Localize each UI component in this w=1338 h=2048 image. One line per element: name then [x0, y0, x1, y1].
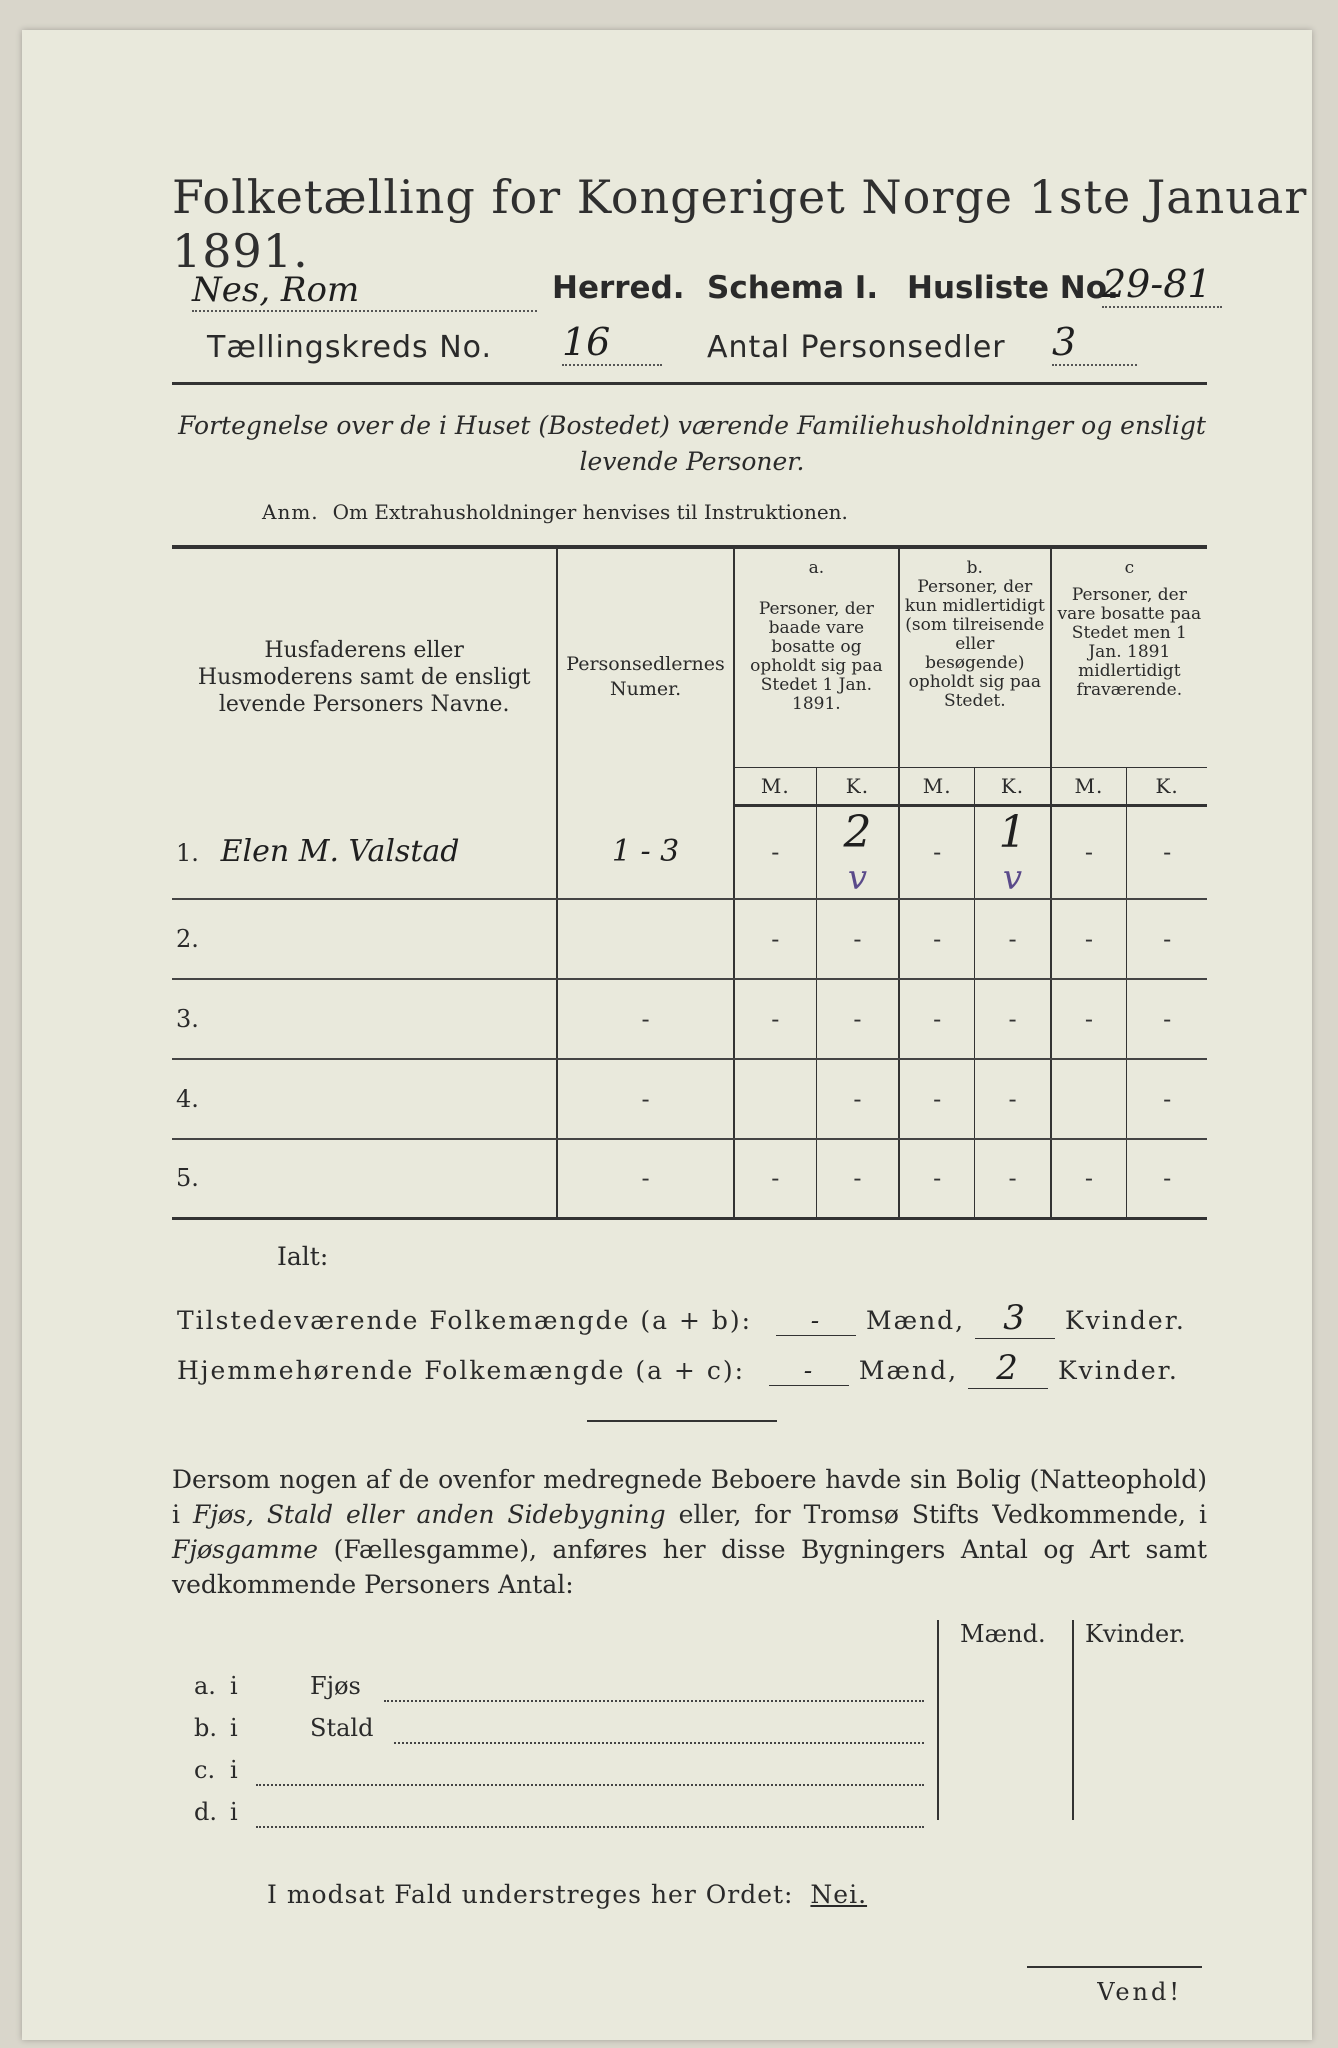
- table-row: [172, 899, 1207, 979]
- para-text-1: Dersom nogen af de ovenfor medregnede Beboere havde sin Bolig (Natteophold) i: [172, 1465, 1207, 1529]
- para-text-2: eller, for Tromsø Stifts Vedkommende, i: [665, 1500, 1207, 1529]
- household-table: [172, 545, 1207, 1220]
- anm-text: Om Extrahusholdninger henvises til Instruktionen.: [332, 500, 848, 524]
- bygning-i: i: [230, 1798, 238, 1826]
- c-k-cell: -: [1127, 899, 1207, 979]
- herred-value: Nes, Rom: [192, 270, 537, 312]
- col-a-letter: a.: [808, 558, 825, 578]
- col-header-a: [734, 547, 899, 767]
- bygning-letter: d.: [194, 1798, 217, 1826]
- fill-line: [256, 1826, 924, 1828]
- antal-label: Antal Personsedler: [707, 330, 1006, 365]
- bygning-name: Fjøs: [310, 1672, 361, 1700]
- bygning-name: Stald: [310, 1714, 374, 1742]
- kreds-value: 16: [562, 320, 662, 366]
- numer-cell: [557, 899, 733, 979]
- a-k-cell: -: [816, 1139, 899, 1219]
- col-b-k: K.: [975, 767, 1051, 805]
- kreds-label: Tællingskreds No.: [207, 330, 492, 365]
- col-header-c: [1051, 547, 1207, 767]
- intro-text: Fortegnelse over de i Huset (Bostedet) værende Familiehusholdninger og ensligt levende Personer.: [178, 411, 1206, 476]
- b-k-cell: -: [975, 1059, 1051, 1139]
- para-italic-1: Fjøs, Stald eller anden Sidebygning: [193, 1500, 666, 1529]
- header-divider: [172, 382, 1207, 385]
- bygning-row: [194, 1798, 934, 1826]
- col-c-text: Personer, der vare bosatte paa Stedet men 1 Jan. 1891 midlertidigt fraværende.: [1057, 585, 1202, 700]
- fill-line: [256, 1784, 924, 1786]
- bygning-paragraph: [172, 1462, 1207, 1602]
- husliste-value: 29-81: [1102, 262, 1222, 308]
- herred-label: Herred.: [552, 270, 685, 306]
- hjemme-label: Hjemmehørende Folkemængde (a + c):: [177, 1356, 745, 1385]
- table-row: [172, 805, 1207, 899]
- bygning-kvinder-header: Kvinder.: [1085, 1620, 1186, 1648]
- bygning-row: [194, 1714, 934, 1742]
- ialt-label: Ialt:: [277, 1242, 329, 1271]
- b-m-cell: -: [899, 1139, 975, 1219]
- check-mark: v: [1002, 857, 1023, 898]
- col-a-k: K.: [816, 767, 899, 805]
- a-k-cell: -: [816, 979, 899, 1059]
- para-text-3: (Fællesgamme), anføres her disse Bygningers Antal og Art samt vedkommende Personers Antal:: [172, 1535, 1207, 1599]
- col-c-k: K.: [1127, 767, 1207, 805]
- c-m-cell: -: [1051, 979, 1127, 1059]
- a-m-cell: -: [734, 979, 817, 1059]
- bygning-i: i: [230, 1756, 238, 1784]
- bygning-letter: b.: [194, 1714, 217, 1742]
- form-title: Folketælling for Kongeriget Norge 1ste Januar 1891.: [172, 170, 1308, 278]
- col-b-m: M.: [899, 767, 975, 805]
- col-c-letter: c: [1124, 558, 1135, 578]
- table-row: [172, 1059, 1207, 1139]
- a-k-value: 2: [843, 806, 872, 858]
- bygning-row: [194, 1672, 934, 1700]
- row-number: 5.: [176, 1164, 199, 1193]
- tilstede-kvinder-value: 3: [975, 1298, 1055, 1339]
- c-m-cell: [1051, 1059, 1127, 1139]
- numer-cell: -: [557, 979, 733, 1059]
- numer-cell: -: [557, 1139, 733, 1219]
- para-italic-2: Fjøsgamme: [172, 1535, 319, 1564]
- numer-cell: 1 - 3: [557, 805, 733, 899]
- a-m-cell: -: [734, 1139, 817, 1219]
- c-m-cell: -: [1051, 805, 1127, 899]
- vend-rule: [1027, 1966, 1202, 1968]
- col-header-numer: Personsedlernes Numer.: [557, 547, 733, 805]
- anm-label: Anm.: [262, 500, 319, 524]
- table-row: [172, 1139, 1207, 1219]
- c-k-cell: -: [1127, 1139, 1207, 1219]
- herred-field: [192, 270, 537, 312]
- name-cell: [172, 805, 557, 899]
- schema-label: Schema I.: [707, 270, 879, 306]
- c-m-cell: -: [1051, 899, 1127, 979]
- person-name: Elen M. Valstad: [220, 833, 460, 869]
- c-k-cell: -: [1127, 979, 1207, 1059]
- antal-value: 3: [1052, 320, 1137, 366]
- numer-cell: -: [557, 1059, 733, 1139]
- col-b-letter: b.: [966, 558, 983, 578]
- tilstede-label: Tilstedeværende Folkemængde (a + b):: [177, 1306, 753, 1335]
- a-k-cell: [816, 805, 899, 899]
- hjemme-kvinder-label: Kvinder.: [1057, 1356, 1179, 1385]
- fill-line: [394, 1742, 924, 1744]
- anm-note: [262, 500, 848, 524]
- a-k-cell: -: [816, 899, 899, 979]
- col-a-text: Personer, der baade vare bosatte og opholdt sig paa Stedet 1 Jan. 1891.: [750, 599, 883, 714]
- name-cell: [172, 979, 557, 1059]
- b-m-cell: -: [899, 805, 975, 899]
- bygning-letter: a.: [194, 1672, 216, 1700]
- a-m-cell: -: [734, 899, 817, 979]
- hjemme-kvinder-value: 2: [968, 1348, 1048, 1389]
- col-b-text: Personer, der kun midlertidigt (som tilreisende eller besøgende) opholdt sig paa Stedet.: [904, 577, 1045, 711]
- husliste-label: Husliste No.: [907, 270, 1119, 306]
- tilstede-line: [177, 1298, 1186, 1339]
- col-header-b: [899, 547, 1051, 767]
- section-divider: [587, 1420, 777, 1422]
- tilstede-maend-value: -: [776, 1306, 856, 1336]
- hjemme-line: [177, 1348, 1179, 1389]
- col-a-m: M.: [734, 767, 817, 805]
- row-number: 2.: [176, 924, 199, 953]
- a-m-cell: [734, 1059, 817, 1139]
- hjemme-maend-value: -: [769, 1356, 849, 1386]
- b-k-cell: -: [975, 979, 1051, 1059]
- tilstede-kvinder-label: Kvinder.: [1065, 1306, 1186, 1335]
- modsat-word: Nei.: [810, 1880, 868, 1909]
- bygning-divider-2: [1072, 1620, 1074, 1820]
- bygning-divider-1: [937, 1620, 939, 1820]
- name-cell: [172, 899, 557, 979]
- bygning-i: i: [230, 1672, 238, 1700]
- check-mark: v: [847, 857, 868, 898]
- bygning-letter: c.: [194, 1756, 216, 1784]
- b-m-cell: -: [899, 979, 975, 1059]
- row-number: 1.: [176, 838, 199, 867]
- b-k-cell: -: [975, 899, 1051, 979]
- modsat-line: [267, 1880, 867, 1909]
- b-k-value: 1: [998, 806, 1027, 858]
- a-m-cell: -: [734, 805, 817, 899]
- bygning-maend-header: Mænd.: [960, 1620, 1046, 1648]
- row-number: 4.: [176, 1084, 199, 1113]
- c-k-cell: -: [1127, 1059, 1207, 1139]
- fill-line: [384, 1700, 924, 1702]
- c-k-cell: -: [1127, 805, 1207, 899]
- bygning-i: i: [230, 1714, 238, 1742]
- col-c-m: M.: [1051, 767, 1127, 805]
- c-m-cell: -: [1051, 1139, 1127, 1219]
- table-row: [172, 979, 1207, 1059]
- name-cell: [172, 1059, 557, 1139]
- row-number: 3.: [176, 1004, 199, 1033]
- name-cell: [172, 1139, 557, 1219]
- vend-text: Vend!: [1097, 1978, 1182, 2006]
- col-header-name: Husfaderens eller Husmoderens samt de ensligt levende Personers Navne.: [172, 547, 557, 805]
- b-k-cell: -: [975, 1139, 1051, 1219]
- hjemme-maend-label: Mænd,: [858, 1356, 959, 1385]
- b-m-cell: -: [899, 899, 975, 979]
- b-k-cell: [975, 805, 1051, 899]
- a-k-cell: -: [816, 1059, 899, 1139]
- b-m-cell: -: [899, 1059, 975, 1139]
- bygning-row: [194, 1756, 934, 1784]
- census-form-page: [22, 30, 1312, 2040]
- tilstede-maend-label: Mænd,: [865, 1306, 966, 1335]
- modsat-text: I modsat Fald understreges her Ordet:: [267, 1880, 794, 1909]
